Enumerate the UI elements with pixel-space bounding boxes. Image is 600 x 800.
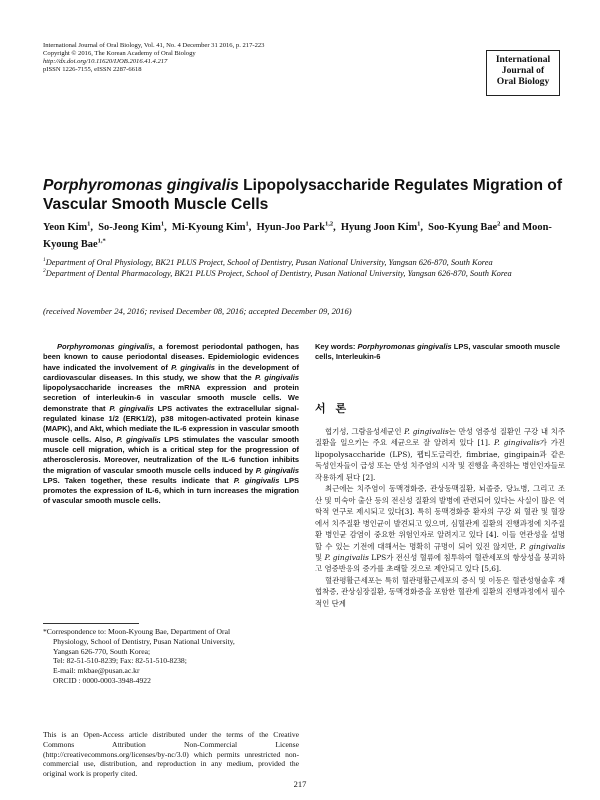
correspondence-line: Yangsan 626-770, South Korea;	[53, 646, 151, 656]
body-text	[315, 426, 565, 609]
title-species: Porphyromonas gingivalis	[43, 177, 239, 194]
header-doi: http://dx.doi.org/10.11620/IJOB.2016.41.4.217	[43, 58, 168, 65]
correspondence-line: *Correspondence to: Moon-Kyoung Bae, Department of Oral	[43, 627, 231, 636]
author: Hyung Joon Kim$^1$	[340, 220, 421, 233]
affiliation: $^2$Department of Dental Pharmacology, BK21 PLUS Project, School of Dentistry, Pusan National University, Yangsan 626-870, South Korea	[43, 268, 512, 278]
correspondence-line: Tel: 82-51-510-8239; Fax: 82-51-510-8238;	[53, 656, 187, 666]
paragraph: 최근에는 치주염이 동맥경화증, 관상동맥질환, 뇌졸증, 당뇨병, 그리고 조산 및 미숙아 출산 등의 전신성 질환의 발병에 관련되어 있다는 사실이 많은 역학적 연구로 제시되고 있다[3]. 특히 동맥경화증 환자의 구강 외 혈관 및 혈장에서 치주질환 병인균이 발견되고 있으며, 심혈관계 질환의 진행과정에 치주질환 병인균 감염이 중요한 위험인자로 알려지고 있다 [4]. 이들 연관성을 설명할 수 있는 기전에 대해서는 명확히 규명이 되어 있진 않지만, P. gingivalis 및 P. gingivalis LPS가 전신성 혈류에 침투하여 혈관세포의 항상성을 붕괴하고 염증반응의 증가를 초래할 것으로 제안되고 있다 [5,6].	[315, 484, 565, 574]
author: So-Jeong Kim$^1$	[98, 220, 165, 233]
journal-header	[43, 42, 463, 74]
affiliations	[43, 257, 563, 279]
abstract-text: Porphyromonas gingivalis, a foremost periodontal pathogen, has been known to cause periodontal diseases. Epidemiologic evidences have indicated the involvement of P. gingivalis in the development of cardiovascular diseases. In this study, we show that the P. gingivalis lipopolysaccharide increases the mRNA expression and protein secretion of interleukin-6 in vascular smooth muscle cells. We demonstrate that P. gingivalis LPS activates the extracellular signal-regulated kinase 1/2 (ERK1/2), p38 mitogen-activated protein kinase (MAPK), and Akt, which mediate the IL-6 expression in vascular smooth muscle cells. Also, P. gingivalis LPS stimulates the vascular smooth muscle cell migration, which is a critical step for the progression of atherosclerosis. Moreover, neutralization of the IL-6 function inhibits the migration of vascular smooth muscle cells induced by P. gingivalis LPS. Taken together, these results indicate that P. gingivalis LPS promotes the expression of IL-6, which in turn increases the migration of vascular smooth muscle cells.	[43, 342, 300, 506]
correspondence-footnote	[43, 627, 299, 686]
header-copyright: Copyright © 2016, The Korean Academy of Oral Biology	[43, 50, 196, 57]
author: Moon-Kyoung Bae$^{1,*}$	[43, 222, 552, 250]
affiliation: $^1$Department of Oral Physiology, BK21 PLUS Project, School of Dentistry, Pusan National University, Yangsan 626-870, South Korea	[43, 257, 493, 267]
correspondence-orcid: ORCID : 0000-0003-3948-4922	[53, 675, 151, 685]
header-citation: International Journal of Oral Biology, Vol. 41, No. 4 December 31 2016, p. 217-223	[43, 42, 265, 49]
open-access-notice: This is an Open-Access article distributed under the terms of the Creative Commons Attribution Non-Commercial License (http://creativecommons.org/licenses/by-nc/3.0) which permits unrestricted non-commercial use, distribution, and reproduction in any medium, provided the original work is properly cited.	[43, 730, 299, 779]
footnote-divider	[43, 623, 139, 624]
paragraph: 혈관평활근세포는 특히 혈관평활근세포의 증식 및 이동은 혈관성형술후 재협착증, 관상심장질환, 동맥경화증을 포함한 혈관계 질환의 진행과정에서 필수적인 단계	[315, 575, 565, 608]
section-heading: 서 론	[315, 402, 350, 415]
abstract	[43, 342, 299, 507]
journal-logo-box	[486, 50, 560, 96]
author-list: Yeon Kim$^1$, So-Jeong Kim$^1$, Mi-Kyoung Kim$^1$, Hyun-Joo Park$^{1,2}$, Hyung Joon Kim$^1$, Soo-Kyung Bae$^2$ and Moon-Kyoung Bae$^{1,*}$	[43, 220, 552, 250]
journal-box-line: Oral Biology	[496, 76, 550, 87]
journal-box-line: International	[495, 54, 551, 65]
received-dates: (received November 24, 2016; revised December 08, 2016; accepted December 09, 2016)	[43, 306, 352, 316]
article-title	[43, 176, 563, 214]
keywords: Key words: Porphyromonas gingivalis LPS, vascular smooth muscle cells, Interleukin-6	[315, 342, 561, 362]
journal-box-line: Journal of	[501, 65, 545, 76]
correspondence-line: Physiology, School of Dentistry, Pusan National University,	[53, 636, 235, 646]
page-number: 217	[293, 779, 307, 789]
title-rest: Lipopolysaccharide Regulates Migration of Vascular Smooth Muscle Cells	[43, 177, 563, 213]
author: Soo-Kyung Bae$^2$	[428, 220, 501, 233]
paragraph: 협기성, 그람음성세균인 P. gingivalis는 만성 염증성 질환인 구강 내 치주질환을 일으키는 주요 세균으로 잘 알려져 있다 [1]. P. gingivalis가 가진 lipopolysaccharide (LPS), 펩티도글리칸, fimbriae, gingipain과 같은 독성인자들이 급성 또는 만성 치주염의 시작 및 진행을 촉진하는 병인인자들로 작용하게 된다 [2].	[315, 427, 565, 482]
header-issn: pISSN 1226-7155, eISSN 2287-6618	[43, 66, 142, 73]
author: Mi-Kyoung Kim$^1$	[171, 220, 249, 233]
correspondence-email: E-mail: mkbae@pusan.ac.kr	[53, 666, 140, 676]
author: Yeon Kim$^1$	[43, 220, 91, 233]
author: Hyun-Joo Park$^{1,2}$	[256, 220, 334, 233]
